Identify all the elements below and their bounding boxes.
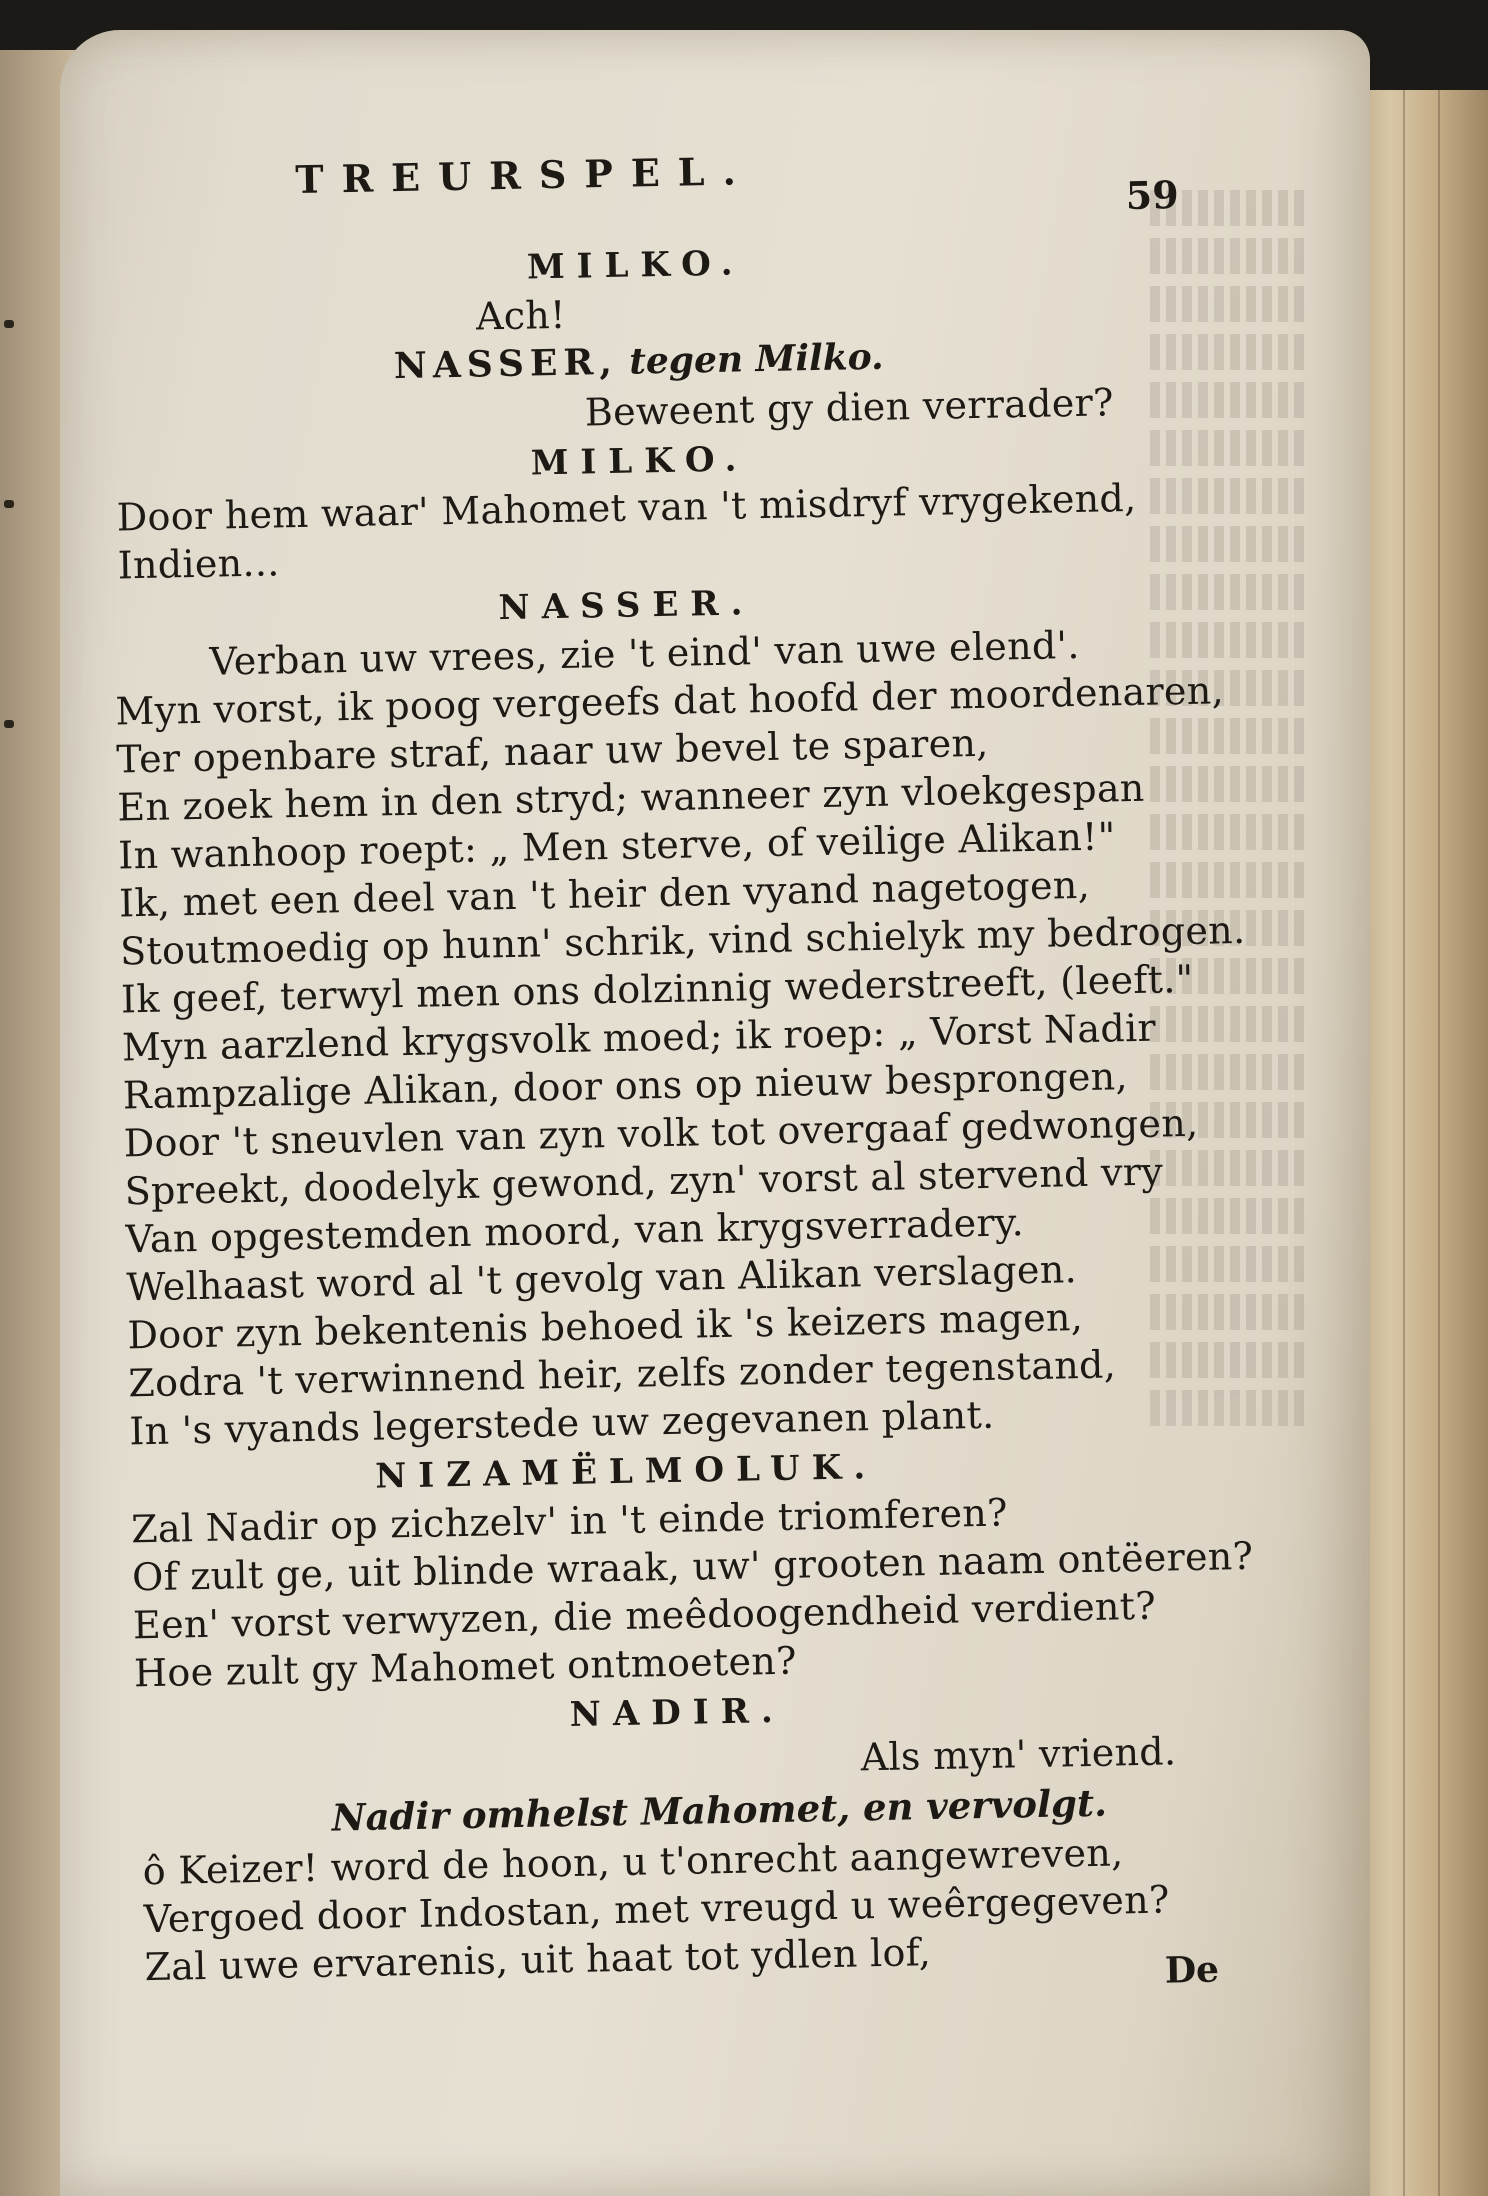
speaker-heading: MILKO. <box>530 439 749 484</box>
verse-line: Stoutmoedig op hunn' schrik, vind schielyk my bedrogen. <box>119 907 1246 974</box>
verse-line: Zodra 't verwinnend heir, zelfs zonder tegenstand, <box>127 1342 1117 1406</box>
verse-line: Vergoed door Indostan, met vreugd u weêrgegeven? <box>143 1877 1170 1942</box>
book-page <box>60 30 1370 2196</box>
stage-direction: Nadir omhelst Mahomet, en vervolgt. <box>331 1780 1108 1840</box>
speaker-name: NASSER, <box>393 340 619 388</box>
page-text <box>48 18 1399 2196</box>
verse-line: In wanhoop roept: „ Men sterve, of veilige Alikan!" <box>117 814 1116 878</box>
verse-line: Door zyn bekentenis behoed ik 's keizers magen, <box>127 1295 1084 1358</box>
verse-line: Zal uwe ervarenis, uit haat tot ydlen lof, <box>144 1930 932 1990</box>
stage-direction: tegen Milko. <box>628 335 884 383</box>
speaker-heading: NADIR. <box>569 1690 786 1735</box>
verse-line: ô Keizer! word de hoon, u t'onrecht aangewreven, <box>142 1830 1124 1894</box>
verse-line: Een' vorst verwyzen, die meêdoogendheid verdient? <box>132 1583 1157 1648</box>
verse-line: In 's vyands legerstede uw zegevanen plant. <box>128 1392 995 1454</box>
verse-line: En zoek hem in den stryd; wanneer zyn vloekgespan <box>116 765 1145 830</box>
verse-line: Als myn' vriend. <box>860 1729 1177 1780</box>
facing-page-ink-marks <box>0 0 30 2196</box>
verse-line: Myn aarzlend krygsvolk moed; ik roep: „ Vorst Nadir <box>121 1005 1157 1070</box>
verse-line: Myn vorst, ik poog vergeefs dat hoofd der moordenaren, <box>115 668 1225 734</box>
verse-line: Ik geef, terwyl men ons dolzinnig wederstreeft, (leeft." <box>120 956 1194 1022</box>
page-number: 59 <box>1125 172 1180 219</box>
verse-line: Indien... <box>117 540 280 588</box>
running-head: TREURSPEL. <box>294 148 755 202</box>
ink-mark <box>4 320 14 328</box>
verse-line: Spreekt, doodelyk gewond, zyn' vorst al stervend vry <box>124 1149 1164 1214</box>
catchword: De <box>1164 1948 1220 1992</box>
ink-mark <box>4 500 14 508</box>
verse-line: Rampzalige Alikan, door ons op nieuw besprongen, <box>122 1054 1129 1118</box>
verse-line: Zal Nadir op zichzelv' in 't einde triomferen? <box>130 1490 1009 1552</box>
verse-line: Ter openbare straf, naar uw bevel te sparen, <box>115 720 989 782</box>
verse-line: Door 't sneuvlen van zyn volk tot overgaaf gedwongen, <box>123 1100 1199 1166</box>
verse-line: Ik, met een deel van 't heir den vyand nagetogen, <box>118 862 1091 926</box>
speaker-heading: MILKO. <box>526 243 745 288</box>
speaker-heading: NASSER. <box>498 583 755 629</box>
verse-line: Ach! <box>475 292 567 339</box>
verse-line: Verban uw vrees, zie 't eind' van uwe elend'. <box>209 622 1081 684</box>
speaker-heading-with-direction <box>393 333 884 391</box>
verse-line: Door hem waar' Mahomet van 't misdryf vrygekend, <box>116 475 1137 540</box>
verse-line: Hoe zult gy Mahomet ontmoeten? <box>133 1638 798 1696</box>
verse-line: Of zult ge, uit blinde wraak, uw' grooten naam ontëeren? <box>131 1533 1254 1600</box>
verse-line: Beweent gy dien verrader? <box>584 380 1115 435</box>
speaker-heading: NIZAMËLMOLUK. <box>374 1447 878 1497</box>
ink-mark <box>4 720 14 728</box>
verse-line: Van opgestemden moord, van krygsverradery. <box>125 1200 1025 1262</box>
verse-line: Welhaast word al 't gevolg van Alikan verslagen. <box>126 1247 1078 1310</box>
